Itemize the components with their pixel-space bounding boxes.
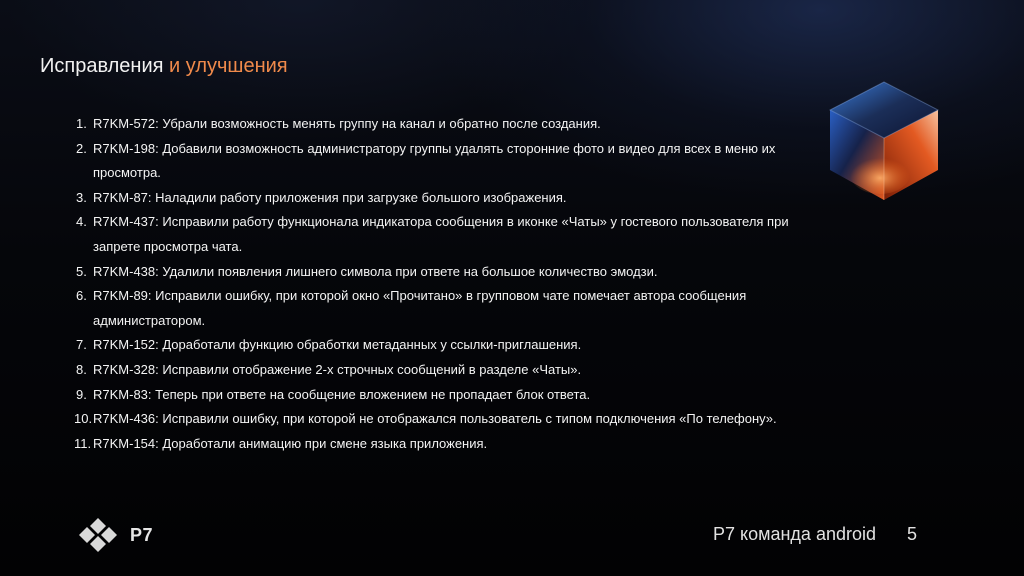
list-item bbox=[76, 260, 836, 285]
list-item bbox=[76, 284, 836, 333]
item-text: R7KM-89: Исправили ошибку, при которой окно «Прочитано» в групповом чате помечает автора сообщения администратором. bbox=[93, 288, 747, 328]
title-main: Исправления bbox=[40, 55, 164, 77]
list-item bbox=[76, 358, 836, 383]
item-number: 9. bbox=[76, 386, 87, 402]
item-number: 4. bbox=[76, 214, 87, 230]
footer-team: P7 команда android bbox=[713, 524, 876, 544]
cube-graphic-icon bbox=[824, 76, 944, 206]
logo-text: P7 bbox=[130, 524, 154, 545]
r7-logo-icon bbox=[74, 516, 122, 554]
list-item bbox=[76, 186, 836, 211]
list-item bbox=[76, 333, 836, 358]
item-number: 5. bbox=[76, 263, 87, 279]
list-item bbox=[76, 210, 836, 259]
item-text: R7KM-83: Теперь при ответе на сообщение вложением не пропадает блок ответа. bbox=[93, 386, 591, 402]
item-number: 2. bbox=[76, 140, 87, 156]
item-text: R7KM-154: Доработали анимацию при смене языка приложения. bbox=[93, 435, 488, 451]
item-text: R7KM-328: Исправили отображение 2-х строчных сообщений в разделе «Чаты». bbox=[93, 361, 582, 377]
item-number: 7. bbox=[76, 337, 87, 353]
item-text: R7KM-572: Убрали возможность менять группу на канал и обратно после создания. bbox=[93, 116, 601, 131]
brand-logo bbox=[74, 516, 153, 554]
list-item bbox=[76, 407, 836, 432]
item-number: 6. bbox=[76, 288, 87, 304]
title-accent: и улучшения bbox=[169, 55, 288, 77]
item-text: R7KM-152: Доработали функцию обработки метаданных у ссылки-приглашения. bbox=[93, 337, 582, 353]
item-number: 10. bbox=[74, 411, 93, 427]
list-item bbox=[76, 432, 836, 457]
item-text: R7KM-198: Добавили возможность администратору группы удалять сторонние фото и видео для всех в меню их просмотра. bbox=[93, 140, 776, 181]
list-item bbox=[76, 383, 836, 408]
fixes-list bbox=[76, 112, 836, 456]
slide-title bbox=[40, 54, 288, 78]
item-text: R7KM-436: Исправили ошибку, при которой не отображался пользователь с типом подключения «По телефону». bbox=[93, 411, 777, 427]
item-number: 11. bbox=[74, 435, 92, 451]
item-number: 1. bbox=[76, 116, 87, 131]
item-number: 8. bbox=[76, 361, 87, 377]
item-text: R7KM-437: Исправили работу функционала индикатора сообщения в иконке «Чаты» у гостевого пользователя при запрете просмотра чата. bbox=[93, 214, 789, 254]
list-item bbox=[76, 137, 836, 186]
list-item bbox=[76, 112, 836, 137]
item-text: R7KM-87: Наладили работу приложения при загрузке большого изображения. bbox=[93, 189, 567, 205]
item-number: 3. bbox=[76, 189, 87, 205]
page-number: 5 bbox=[907, 524, 918, 544]
item-text: R7KM-438: Удалили появления лишнего символа при ответе на большое количество эмодзи. bbox=[93, 263, 658, 279]
